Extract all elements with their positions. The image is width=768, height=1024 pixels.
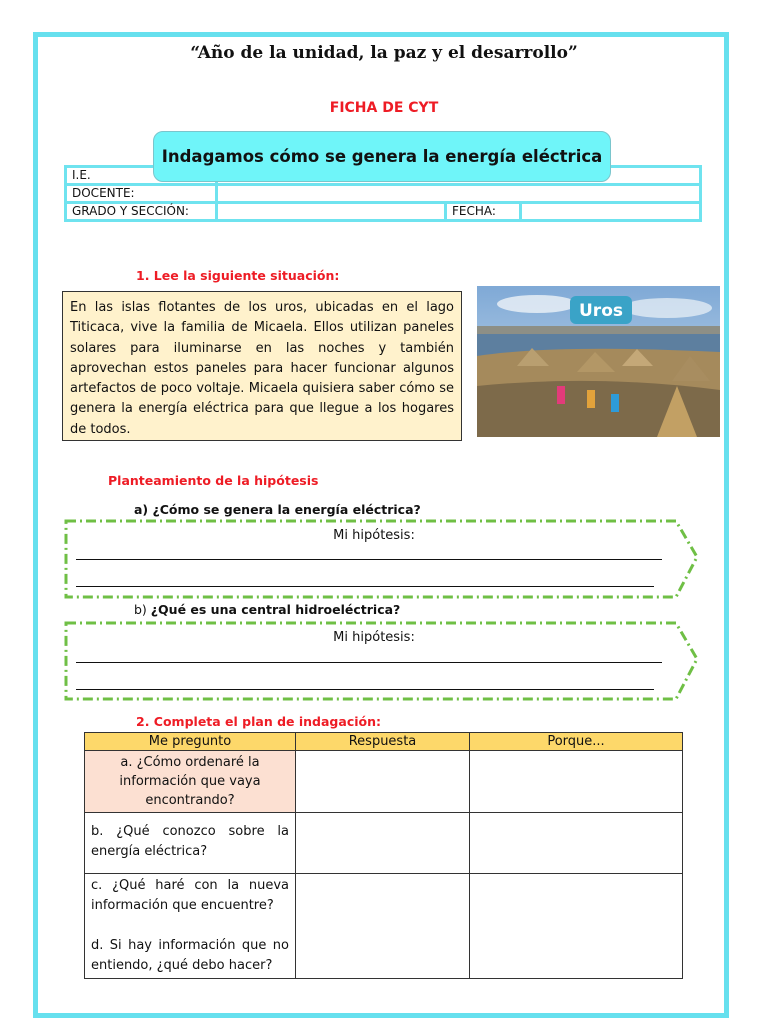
question-cell: a. ¿Cómo ordenaré la información que vaya encontrando?	[85, 751, 296, 813]
docente-field[interactable]	[217, 185, 701, 203]
question-d: d. Si hay información que no entiendo, ¿qué debo hacer?	[91, 938, 289, 973]
column-header: Porque...	[470, 733, 683, 751]
question-b-text: ¿Qué es una central hidroeléctrica?	[150, 602, 401, 617]
motto-heading: “Año de la unidad, la paz y el desarrollo”	[190, 43, 578, 63]
answer-cell[interactable]	[296, 813, 470, 874]
fecha-label: FECHA:	[446, 203, 521, 221]
question-a: a) ¿Cómo se genera la energía eléctrica?	[134, 502, 421, 517]
activity-title: Indagamos cómo se genera la energía eléctrica	[153, 131, 611, 182]
hypothesis-box-b	[64, 619, 700, 703]
answer-line[interactable]	[76, 559, 662, 560]
table-header-row	[85, 733, 683, 751]
table-row	[85, 874, 683, 979]
answer-cell[interactable]	[296, 751, 470, 813]
section1-heading: 1. Lee la siguiente situación:	[136, 268, 340, 283]
answer-line[interactable]	[76, 662, 662, 663]
answer-line[interactable]	[76, 586, 654, 587]
answer-line[interactable]	[76, 689, 654, 690]
question-b-prefix: b)	[134, 602, 151, 617]
table-row	[85, 813, 683, 874]
inquiry-plan-table	[84, 732, 683, 979]
ficha-title: FICHA DE CYT	[329, 100, 439, 116]
fecha-field[interactable]	[521, 203, 701, 221]
column-header: Me pregunto	[85, 733, 296, 751]
hypothesis-box-a	[64, 517, 700, 601]
grado-seccion-field[interactable]	[217, 203, 446, 221]
question-b	[134, 602, 400, 617]
reason-cell[interactable]	[470, 813, 683, 874]
grado-seccion-label: GRADO Y SECCIÓN:	[66, 203, 217, 221]
uros-photo-label: Uros	[579, 301, 623, 321]
uros-photo	[477, 286, 720, 437]
section2-heading: 2. Completa el plan de indagación:	[136, 714, 381, 729]
column-header: Respuesta	[296, 733, 470, 751]
hypothesis-heading: Planteamiento de la hipótesis	[108, 473, 319, 488]
hypothesis-label-a: Mi hipótesis:	[333, 528, 415, 543]
question-c: c. ¿Qué haré con la nueva información que encuentre?	[91, 878, 289, 913]
reason-cell[interactable]	[470, 751, 683, 813]
ie-label: I.E.	[66, 167, 217, 185]
docente-label: DOCENTE:	[66, 185, 217, 203]
table-row	[85, 751, 683, 813]
question-cell: b. ¿Qué conozco sobre la energía eléctrica?	[85, 813, 296, 874]
hypothesis-label-b: Mi hipótesis:	[333, 630, 415, 645]
situation-text: En las islas flotantes de los uros, ubicadas en el lago Titicaca, vive la familia de Micaela. Ellos utilizan paneles solares para iluminarse en las noches y también aprovechan estos paneles para hacer funcionar algunos artefactos de poco voltaje. Micaela quisiera saber cómo se genera la energía eléctrica para que llegue a los hogares de todos.	[62, 291, 462, 441]
question-cell	[85, 874, 296, 979]
reason-cell[interactable]	[470, 874, 683, 979]
answer-cell[interactable]	[296, 874, 470, 979]
